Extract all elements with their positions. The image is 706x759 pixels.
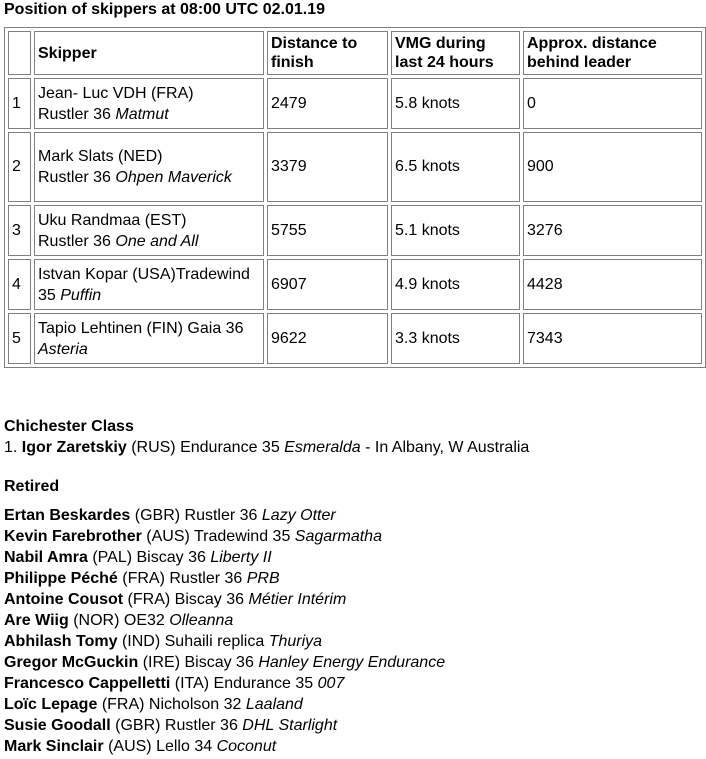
- boat-type: Rustler 36: [38, 232, 111, 250]
- list-item: [4, 547, 445, 568]
- behind-cell: 4428: [523, 259, 702, 310]
- boat-type: Rustler 36: [38, 105, 111, 123]
- vmg-cell: 5.1 knots: [391, 205, 520, 256]
- boat-name: Coconut: [216, 738, 277, 755]
- skipper-name: Gregor McGuckin: [4, 654, 139, 671]
- boat-name: Esmeralda: [284, 439, 361, 456]
- skipper-name: Are Wiig: [4, 612, 69, 629]
- boat-type: Biscay 36: [184, 654, 254, 671]
- list-item: [4, 694, 445, 715]
- boat-type: Biscay 36: [174, 591, 245, 608]
- distance-cell: 3379: [267, 132, 388, 202]
- vmg-cell: 3.3 knots: [391, 313, 520, 364]
- boat-type: Tradewind 35: [193, 528, 291, 545]
- skipper-name: Susie Goodall: [4, 717, 111, 734]
- boat-type: Lello 34: [156, 738, 213, 755]
- skipper-cell: [34, 132, 264, 202]
- boat-name: PRB: [246, 570, 280, 587]
- skipper-name: Tapio Lehtinen (FIN): [38, 319, 183, 337]
- boat-name: Lazy Otter: [261, 507, 336, 524]
- boat-type: Endurance 35: [213, 675, 314, 692]
- retired-section: [4, 476, 445, 757]
- boat-type: Tradewind 35: [38, 265, 250, 304]
- boat-name: Olleanna: [169, 612, 234, 629]
- skipper-cell: [34, 259, 264, 310]
- skipper-name: Jean- Luc VDH (FRA): [38, 84, 194, 102]
- boat-name: Ohpen Maverick: [115, 169, 232, 186]
- entry-number: 1.: [4, 439, 18, 456]
- behind-cell: 0: [523, 78, 702, 129]
- rank-cell: 2: [8, 132, 31, 202]
- boat-type: Nicholson 32: [148, 696, 242, 713]
- behind-header: Approx. distance behind leader: [523, 31, 702, 75]
- table-row: [8, 205, 702, 256]
- list-item: [4, 715, 445, 736]
- country: (IRE): [142, 654, 181, 671]
- boat-name: Matmut: [115, 105, 169, 123]
- skipper-name: Abhilash Tomy: [4, 633, 118, 650]
- boat-type: Suhaili replica: [164, 633, 265, 650]
- chichester-heading: Chichester Class: [4, 418, 134, 435]
- retired-heading: Retired: [4, 478, 60, 495]
- retired-list: [4, 505, 445, 757]
- boat-name: Hanley Energy Endurance: [258, 654, 446, 671]
- table-row: [8, 132, 702, 202]
- boat-name: Puffin: [60, 286, 102, 304]
- distance-header: Distance to finish: [267, 31, 388, 75]
- skipper-header: Skipper: [34, 31, 264, 75]
- country: (FRA): [122, 570, 165, 587]
- rank-cell: 1: [8, 78, 31, 129]
- rank-cell: 4: [8, 259, 31, 310]
- table-row: [8, 313, 702, 364]
- boat-type: Biscay 36: [136, 549, 206, 566]
- country: (IND): [121, 633, 161, 650]
- table-row: [8, 259, 702, 310]
- list-item: [4, 652, 445, 673]
- skipper-name: Kevin Farebrother: [4, 528, 142, 545]
- skipper-name: Francesco Cappelletti: [4, 675, 171, 692]
- skipper-name: Mark Slats (NED): [38, 148, 163, 165]
- skipper-name: Philippe Péché: [4, 570, 118, 587]
- skipper-name: Nabil Amra: [4, 549, 88, 566]
- distance-cell: 5755: [267, 205, 388, 256]
- country: (GBR): [134, 507, 181, 524]
- boat-type: Rustler 36: [184, 507, 258, 524]
- behind-cell: 7343: [523, 313, 702, 364]
- skipper-name: Istvan Kopar (USA): [38, 265, 176, 283]
- boat-name: Asteria: [38, 340, 88, 358]
- skipper-name: Loïc Lepage: [4, 696, 98, 713]
- boat-type: Gaia 36: [187, 319, 244, 337]
- country: (FRA): [101, 696, 145, 713]
- list-item: [4, 673, 445, 694]
- skipper-name: Antoine Cousot: [4, 591, 124, 608]
- skipper-name: Igor Zaretskiy: [21, 439, 127, 456]
- list-item: [4, 526, 445, 547]
- boat-name: 007: [317, 675, 345, 692]
- country: (RUS): [131, 439, 176, 456]
- distance-cell: 9622: [267, 313, 388, 364]
- distance-cell: 6907: [267, 259, 388, 310]
- standings-table: [4, 27, 706, 368]
- skipper-name: Ertan Beskardes: [4, 507, 131, 524]
- boat-type: Rustler 36: [38, 169, 111, 186]
- vmg-cell: 6.5 knots: [391, 132, 520, 202]
- boat-type: Rustler 36: [169, 570, 243, 587]
- country: (AUS): [146, 528, 190, 545]
- vmg-cell: 5.8 knots: [391, 78, 520, 129]
- country: (GBR): [115, 717, 161, 734]
- location-note: - In Albany, W Australia: [365, 439, 530, 456]
- skipper-name: Mark Sinclair: [4, 738, 104, 755]
- country: (FRA): [127, 591, 171, 608]
- page-title: Position of skippers at 08:00 UTC 02.01.19: [4, 1, 326, 18]
- distance-cell: 2479: [267, 78, 388, 129]
- chichester-section: [4, 416, 529, 458]
- vmg-cell: 4.9 knots: [391, 259, 520, 310]
- country: (NOR): [73, 612, 120, 629]
- list-item: [4, 736, 445, 757]
- skipper-cell: [34, 78, 264, 129]
- boat-name: DHL Starlight: [242, 717, 338, 734]
- chichester-entry: [4, 437, 529, 458]
- boat-type: Rustler 36: [164, 717, 238, 734]
- boat-name: Métier Intérim: [248, 591, 347, 608]
- rank-cell: 3: [8, 205, 31, 256]
- boat-name: Thuriya: [268, 633, 323, 650]
- boat-name: Sagarmatha: [294, 528, 382, 545]
- boat-type: Endurance 35: [180, 439, 280, 456]
- country: (ITA): [174, 675, 210, 692]
- skipper-cell: [34, 313, 264, 364]
- boat-name: Liberty II: [210, 549, 272, 566]
- rank-header: [8, 31, 31, 75]
- rank-cell: 5: [8, 313, 31, 364]
- country: (AUS): [108, 738, 152, 755]
- behind-cell: 3276: [523, 205, 702, 256]
- list-item: [4, 610, 445, 631]
- list-item: [4, 589, 445, 610]
- skipper-name: Uku Randmaa (EST): [38, 211, 187, 229]
- skipper-cell: [34, 205, 264, 256]
- country: (PAL): [92, 549, 133, 566]
- list-item: [4, 568, 445, 589]
- boat-name: Laaland: [245, 696, 303, 713]
- boat-name: One and All: [115, 232, 199, 250]
- behind-cell: 900: [523, 132, 702, 202]
- list-item: [4, 505, 445, 526]
- vmg-header: VMG during last 24 hours: [391, 31, 520, 75]
- boat-type: OE32: [123, 612, 165, 629]
- table-row: [8, 78, 702, 129]
- list-item: [4, 631, 445, 652]
- table-header-row: [8, 31, 702, 75]
